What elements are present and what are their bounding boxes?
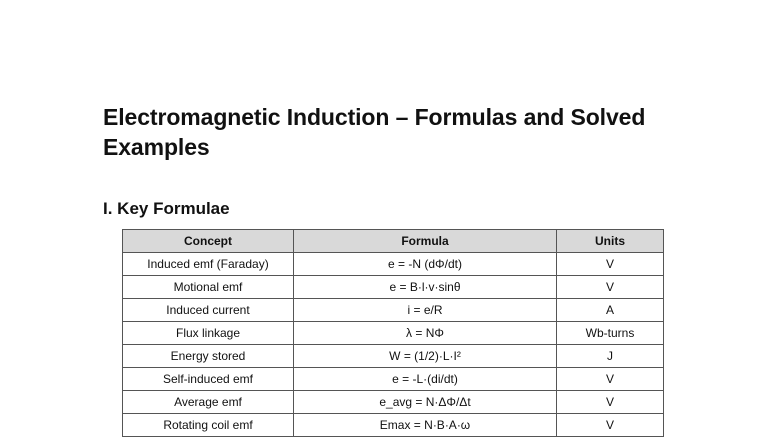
units-cell: V: [557, 391, 664, 414]
concept-cell: Average emf: [123, 391, 294, 414]
concept-cell: Energy stored: [123, 345, 294, 368]
formula-cell: e_avg = N·ΔΦ/Δt: [294, 391, 557, 414]
table-row: [123, 299, 664, 322]
column-header-concept: Concept: [123, 230, 294, 253]
table-row: [123, 276, 664, 299]
formula-cell: e = -L·(di/dt): [294, 368, 557, 391]
concept-cell: Rotating coil emf: [123, 414, 294, 437]
concept-cell: Self-induced emf: [123, 368, 294, 391]
units-cell: V: [557, 368, 664, 391]
document-title: Electromagnetic Induction – Formulas and Solved Examples: [103, 104, 646, 160]
column-header-units: Units: [557, 230, 664, 253]
column-header-formula: Formula: [294, 230, 557, 253]
table-row: [123, 368, 664, 391]
units-cell: Wb-turns: [557, 322, 664, 345]
concept-cell: Motional emf: [123, 276, 294, 299]
concept-cell: Induced current: [123, 299, 294, 322]
formula-cell: e = B·l·v·sinθ: [294, 276, 557, 299]
concept-cell: Induced emf (Faraday): [123, 253, 294, 276]
units-cell: V: [557, 253, 664, 276]
formula-cell: e = -N (dΦ/dt): [294, 253, 557, 276]
formula-cell: i = e/R: [294, 299, 557, 322]
table-row: [123, 322, 664, 345]
table-row: [123, 253, 664, 276]
section-heading-key-formulae: I. Key Formulae: [103, 199, 230, 218]
formula-cell: λ = NΦ: [294, 322, 557, 345]
formula-cell: Emax = N·B·A·ω: [294, 414, 557, 437]
units-cell: V: [557, 414, 664, 437]
formula-table: [122, 229, 664, 437]
concept-cell: Flux linkage: [123, 322, 294, 345]
table-row: [123, 391, 664, 414]
units-cell: A: [557, 299, 664, 322]
formula-cell: W = (1/2)·L·I²: [294, 345, 557, 368]
table-header-row: [123, 230, 664, 253]
table-row: [123, 414, 664, 437]
units-cell: V: [557, 276, 664, 299]
table-row: [123, 345, 664, 368]
units-cell: J: [557, 345, 664, 368]
